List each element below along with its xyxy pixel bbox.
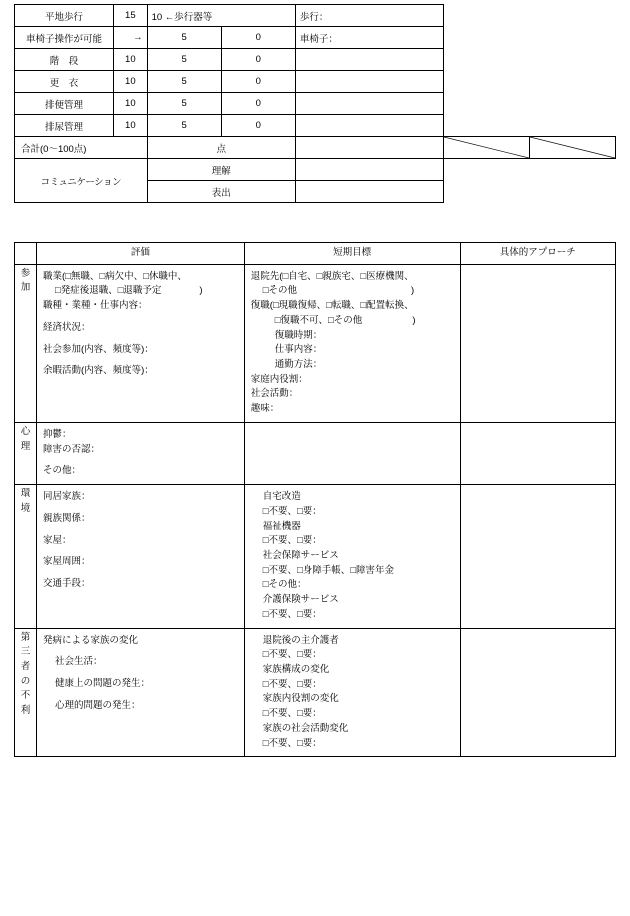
text-line: 通勤方法： <box>274 359 323 371</box>
adl-blank-cell <box>530 49 616 71</box>
adl-item-label: 排便管理 <box>15 93 114 115</box>
table-row <box>15 71 616 93</box>
text-line: □不要、□身障手帳、□障害年金 <box>262 564 394 576</box>
third-party-evaluation-cell <box>36 628 244 757</box>
environment-approach-cell[interactable] <box>460 485 615 628</box>
section-label-environment <box>15 485 37 628</box>
communication-value <box>295 181 443 203</box>
text-line: 家族構成の変化 <box>262 663 330 675</box>
icf-section-participation <box>15 264 616 422</box>
text-line: 復職時期： <box>274 329 323 341</box>
adl-item-label: 排尿管理 <box>15 115 114 137</box>
diagonal-strike-icon <box>530 137 615 158</box>
adl-blank-cell <box>530 71 616 93</box>
text-line: 退院後の主介護者 <box>262 634 339 646</box>
adl-score-1: 15 <box>114 5 147 27</box>
text-line: □その他： <box>262 579 307 591</box>
communication-value <box>295 159 443 181</box>
text-line: 社会保障サービス <box>262 549 339 561</box>
third-party-approach-cell[interactable] <box>460 628 615 757</box>
text-line: 心理的問題の発生： <box>54 699 141 711</box>
adl-table-body <box>15 5 616 203</box>
adl-diagonal-cell-2 <box>530 137 616 159</box>
text-line: □不要、□要： <box>262 678 322 690</box>
table-row-communication <box>15 159 616 181</box>
text-line: 自宅改造 <box>262 491 301 503</box>
participation-goal-cell <box>244 264 460 422</box>
text-line: 同居家族： <box>42 491 91 503</box>
adl-note <box>295 93 443 115</box>
adl-score-3: 0 <box>221 71 295 93</box>
table-row <box>15 49 616 71</box>
section-label-char: 利 <box>20 705 31 717</box>
text-line: 家屋： <box>42 534 72 546</box>
third-party-goal-cell <box>244 628 460 757</box>
text-line: 社会生活： <box>54 656 103 668</box>
text-line: 介護保険サービス <box>262 594 339 606</box>
text-line: 福祉機器 <box>262 520 301 532</box>
spacer <box>43 314 238 321</box>
text-line: その他： <box>42 465 81 477</box>
table-row <box>15 5 616 27</box>
table-row <box>15 27 616 49</box>
participation-evaluation-cell <box>36 264 244 422</box>
environment-goal-cell <box>244 485 460 628</box>
adl-note: 車椅子： <box>295 27 443 49</box>
section-label-char: 加 <box>20 282 31 294</box>
adl-blank-cell <box>444 5 530 27</box>
spacer <box>43 527 238 534</box>
section-label-char: 参 <box>20 267 31 279</box>
participation-approach-cell[interactable] <box>460 264 615 422</box>
text-line: □不要、□要： <box>262 649 322 661</box>
text-line: 発病による家族の変化 <box>42 634 138 646</box>
psychology-goal-cell[interactable] <box>244 422 460 484</box>
adl-score-3: 0 <box>221 93 295 115</box>
table-row <box>15 115 616 137</box>
communication-row-label: 理解 <box>147 159 295 181</box>
section-label-char: 境 <box>20 502 31 514</box>
communication-label: コミュニケーション <box>15 159 148 203</box>
section-label-char: 心 <box>20 425 31 437</box>
text-line: 経済状況： <box>42 321 91 333</box>
spacer <box>43 357 238 364</box>
adl-score-2: 5 <box>147 49 221 71</box>
spacer <box>43 570 238 577</box>
adl-score-3: 0 <box>221 27 295 49</box>
icf-header-approach: 具体的アプローチ <box>460 243 615 265</box>
adl-score-1: → <box>114 27 147 49</box>
psychology-evaluation-cell <box>36 422 244 484</box>
text-line: □不要、□要： <box>262 737 322 749</box>
text-line: □復職不可、□その他 ) <box>274 314 416 326</box>
text-line: □不要、□要： <box>262 708 322 720</box>
section-label-char: 不 <box>20 690 31 702</box>
adl-score-2: 5 <box>147 93 221 115</box>
diagonal-strike-icon <box>444 137 529 158</box>
adl-score-1: 10 <box>114 71 147 93</box>
icf-header-short-term-goal: 短期目標 <box>244 243 460 265</box>
section-label-char: 理 <box>20 440 31 452</box>
section-label-char: の <box>20 675 31 687</box>
text-line: 余暇活動(内容、頻度等)： <box>42 365 154 377</box>
section-label-char: 者 <box>20 660 31 672</box>
adl-item-label: 階 段 <box>15 49 114 71</box>
text-line: 退院先(□自宅、□親族宅、□医療機関、 <box>250 270 414 282</box>
text-line: 職種・業種・仕事内容： <box>42 300 148 312</box>
text-line: □発症後退職、□退職予定 ) <box>54 285 203 297</box>
text-line: □不要、□要： <box>262 535 322 547</box>
adl-note: 歩行： <box>295 5 443 27</box>
adl-blank-cell <box>530 159 616 181</box>
adl-blank-cell <box>444 115 530 137</box>
adl-score-1: 10 <box>114 115 147 137</box>
text-line: 交通手段： <box>42 577 91 589</box>
spacer <box>43 505 238 512</box>
section-label-third-party <box>15 628 37 757</box>
icf-header-evaluation: 評価 <box>36 243 244 265</box>
text-line: 家庭内役割： <box>250 373 308 385</box>
adl-note <box>295 115 443 137</box>
text-line: 家族内役割の変化 <box>262 693 339 705</box>
adl-score-2: 5 <box>147 27 221 49</box>
icf-header-blank <box>15 243 37 265</box>
text-line: 親族関係： <box>42 512 91 524</box>
text-line: 復職(□現職復帰、□転職、□配置転換、 <box>250 300 414 312</box>
icf-section-environment <box>15 485 616 628</box>
text-line: □不要、□要： <box>262 608 322 620</box>
adl-score-1: 10 <box>114 93 147 115</box>
adl-blank-cell <box>444 181 530 203</box>
spacer <box>43 457 238 464</box>
adl-diagonal-cell-1 <box>444 137 530 159</box>
icf-section-psychology <box>15 422 616 484</box>
adl-note <box>295 49 443 71</box>
text-line: 健康上の問題の発生： <box>54 677 150 689</box>
text-line: 社会活動： <box>250 388 299 400</box>
adl-total-unit: 点 <box>147 137 295 159</box>
section-label-char: 三 <box>20 646 31 658</box>
icf-header-row <box>15 243 616 265</box>
adl-blank-cell <box>444 93 530 115</box>
spacer <box>43 548 238 555</box>
text-line: 障害の否認： <box>42 443 100 455</box>
text-line: □その他 ) <box>262 285 415 297</box>
adl-item-label: 車椅子操作が可能 <box>15 27 114 49</box>
section-label-psychology <box>15 422 37 484</box>
text-line: 趣味： <box>250 403 280 415</box>
adl-score-3: 0 <box>221 49 295 71</box>
adl-blank-cell <box>444 71 530 93</box>
adl-blank-cell <box>444 49 530 71</box>
text-line: 家屋周囲： <box>42 556 91 568</box>
spacer <box>43 670 238 677</box>
text-line: 抑鬱： <box>42 428 72 440</box>
adl-note <box>295 71 443 93</box>
adl-table <box>14 4 616 203</box>
table-row-total <box>15 137 616 159</box>
text-line: 職業(□無職、□病欠中、□休職中、 <box>42 270 187 282</box>
adl-blank-cell <box>530 115 616 137</box>
communication-row-label: 表出 <box>147 181 295 203</box>
text-line: 社会参加(内容、頻度等)： <box>42 343 154 355</box>
adl-blank-cell <box>530 5 616 27</box>
adl-blank-cell <box>530 181 616 203</box>
icf-table <box>14 242 616 757</box>
text-line: 家族の社会活動変化 <box>262 722 349 734</box>
adl-score-2: 10 ←歩行器等 <box>147 5 295 27</box>
adl-item-label: 更 衣 <box>15 71 114 93</box>
text-line: 仕事内容： <box>274 344 323 356</box>
text-line: □不要、□要： <box>262 505 322 517</box>
section-label-char: 環 <box>20 488 31 500</box>
psychology-approach-cell[interactable] <box>460 422 615 484</box>
environment-evaluation-cell <box>36 485 244 628</box>
adl-score-3: 0 <box>221 115 295 137</box>
spacer <box>43 692 238 699</box>
adl-blank-cell <box>530 93 616 115</box>
adl-blank-cell <box>530 27 616 49</box>
adl-score-2: 5 <box>147 71 221 93</box>
icf-table-body <box>15 243 616 757</box>
section-label-participation <box>15 264 37 422</box>
icf-section-third-party <box>15 628 616 757</box>
adl-score-2: 5 <box>147 115 221 137</box>
adl-blank-cell <box>444 159 530 181</box>
spacer <box>43 648 238 655</box>
adl-item-label: 平地歩行 <box>15 5 114 27</box>
table-row <box>15 93 616 115</box>
adl-total-value <box>295 137 443 159</box>
adl-score-1: 10 <box>114 49 147 71</box>
section-label-char: 第 <box>20 631 31 643</box>
spacer <box>43 336 238 343</box>
adl-total-label: 合計(0〜100点) <box>15 137 148 159</box>
adl-blank-cell <box>444 27 530 49</box>
